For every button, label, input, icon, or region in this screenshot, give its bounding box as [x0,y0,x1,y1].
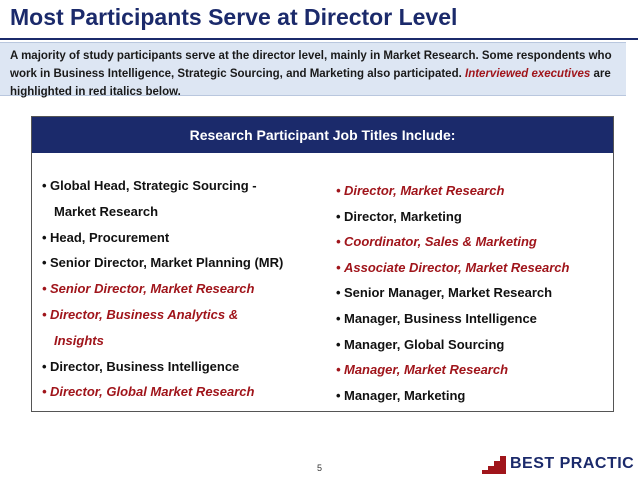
job-title-text: Director, Business Analytics & [50,306,239,322]
job-title-item [42,225,312,251]
job-title-item [42,328,312,354]
page-title: Most Participants Serve at Director Level [10,4,458,30]
job-title-text: Head, Procurement [50,229,170,245]
bullet-icon: • [336,234,341,250]
bullet-icon: • [42,255,47,271]
job-title-item [336,229,606,255]
job-title-text: Director, Marketing [344,208,462,224]
job-title-item [42,250,312,276]
job-title-text: Senior Manager, Market Research [344,285,553,301]
job-title-text: Senior Director, Market Research [50,281,255,297]
bullet-icon: • [42,178,47,193]
left-title-list [42,173,312,405]
job-title-item [336,383,606,409]
job-title-item [42,276,312,302]
card-heading: Research Participant Job Titles Include: [32,117,613,153]
job-title-text: Manager, Market Research [344,362,509,378]
job-title-text: Manager, Marketing [344,387,466,403]
job-title-text: Director, Market Research [344,183,505,198]
intro-panel [0,42,626,96]
job-title-item [42,354,312,380]
job-title-text: Director, Global Market Research [50,384,255,400]
job-title-item [336,332,606,358]
intro-text: A majority of study participants serve at the director level, mainly in Market Research. Some respondents who work in Business Intelligence, Strategic Sourcing, and Marketing also participated. [10,50,612,80]
bullet-icon: • [336,183,341,198]
job-title-item [336,255,606,281]
intro-tail: are highlighted in red italics below. [10,68,611,98]
bullet-icon: • [336,259,341,275]
job-title-text: Market Research [54,203,159,219]
bullet-icon: • [42,384,47,400]
job-title-text: Coordinator, Sales & Marketing [344,234,537,250]
title-divider [0,38,638,40]
company-logo [482,452,634,476]
job-title-text: Manager, Business Intelligence [344,310,537,326]
bullet-icon: • [336,285,341,301]
job-title-item [336,280,606,306]
bullet-icon: • [336,362,341,378]
bullet-icon: • [336,336,341,352]
stair-step-logo-icon [482,454,506,474]
bullet-icon: • [336,387,341,403]
job-title-item [42,199,312,225]
job-title-text: Manager, Global Sourcing [344,336,505,352]
job-title-text: Director, Business Intelligence [50,358,240,374]
job-title-item [42,379,312,405]
bullet-icon: • [42,281,47,297]
logo-text: BEST PRACTIC [510,455,635,472]
job-title-text: Insights [54,332,104,348]
job-title-text: Global Head, Strategic Sourcing - [50,178,257,193]
job-title-text: Associate Director, Market Research [344,259,570,275]
job-title-item [336,306,606,332]
job-title-item [336,357,606,383]
bullet-icon: • [336,208,341,224]
bullet-icon: • [42,306,47,322]
right-title-list [336,178,606,408]
bullet-icon: • [42,229,47,245]
intro-highlight: Interviewed executives [465,68,591,80]
bullet-icon: • [336,310,341,326]
job-title-item [42,173,312,199]
page-number: 5 [317,463,323,473]
job-title-text: Senior Director, Market Planning (MR) [50,255,284,271]
job-title-item [336,178,606,204]
job-title-item [336,204,606,230]
job-title-item [42,302,312,328]
job-titles-card [31,116,614,412]
bullet-icon: • [42,358,47,374]
